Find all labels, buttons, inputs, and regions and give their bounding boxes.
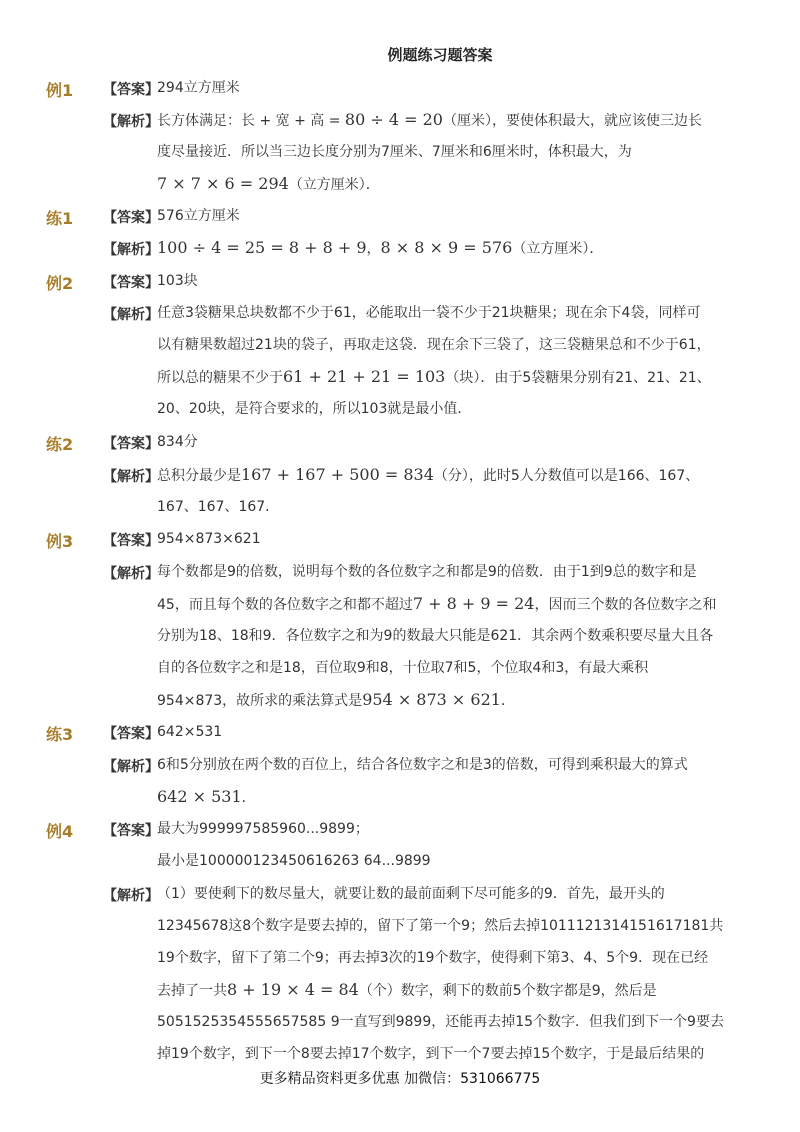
answer-tag: 【答案】 — [103, 210, 159, 226]
practice-1-answer: 576立方厘米 — [157, 208, 240, 224]
example-4-answer-line-1: 最大为999997585960...9899； — [157, 821, 369, 837]
practice-2-label: 练2 — [46, 435, 74, 454]
example-4-analysis-line-1: （1）要使剩下的数尽量大，就要让数的最前面剩下尽可能多的9．首先，最开头的 — [157, 886, 665, 902]
example-4-analysis-line-6: 掉19个数字，到下一个8要去掉17个数字，到下一个7要去掉15个数字，于是最后结果的 — [157, 1046, 705, 1062]
answer-tag: 【答案】 — [103, 436, 159, 452]
practice-3-answer: 642×531 — [157, 724, 223, 740]
example-2-analysis-line-2: 以有糖果数超过21块的袋子，再取走这袋．现在余下三袋了，这三袋糖果总和不少于61， — [157, 337, 711, 353]
example-3-analysis-line-1: 每个数都是9的倍数，说明每个数的各位数字之和都是9的倍数．由于1到9总的数字和是 — [157, 564, 697, 580]
example-3-analysis-line-3: 分别为18、18和9．各位数字之和为9的数最大只能是621．其余两个数乘积要尽量大且各 — [157, 628, 714, 644]
analysis-tag: 【解析】 — [103, 114, 159, 130]
analysis-tag: 【解析】 — [103, 759, 159, 775]
analysis-tag: 【解析】 — [103, 242, 159, 258]
example-3-answer: 954×873×621 — [157, 531, 261, 547]
example-2-analysis-line-3: 所以总的糖果不少于61 + 21 + 21 = 103（块）．由于5袋糖果分别有21、21、21、 — [157, 367, 711, 386]
example-1-analysis-line-2: 度尽量接近．所以当三边长度分别为7厘米、7厘米和6厘米时，体积最大，为 — [157, 144, 632, 160]
example-4-analysis-line-3: 19个数字，留下了第二个9；再去掉3次的19个数字，使得剩下第3、4、5个9．现在已经 — [157, 950, 709, 966]
example-1-answer: 294立方厘米 — [157, 80, 240, 96]
example-2-label: 例2 — [46, 274, 74, 293]
answer-tag: 【答案】 — [103, 533, 159, 549]
example-2-answer: 103块 — [157, 273, 198, 289]
example-3-analysis-line-2: 45，而且每个数的各位数字之和都不超过7 + 8 + 9 = 24，因而三个数的各位数字之和 — [157, 594, 717, 613]
example-2-analysis-line-4: 20、20块，是符合要求的，所以103就是最小值． — [157, 401, 472, 417]
example-1-analysis-line-1: 长方体满足：长 + 宽 + 高 = 80 ÷ 4 = 20（厘米），要使体积最大，就应该使三边长 — [157, 110, 702, 129]
example-1-label: 例1 — [46, 81, 74, 100]
example-2-analysis-line-1: 任意3袋糖果总块数都不少于61，必能取出一袋不少于21块糖果；现在余下4袋，同样可 — [157, 305, 701, 321]
answer-tag: 【答案】 — [103, 726, 159, 742]
example-3-analysis-line-4: 自的各位数字之和是18，百位取9和8，十位取7和5，个位取4和3，有最大乘积 — [157, 660, 649, 676]
answer-tag: 【答案】 — [103, 275, 159, 291]
example-4-analysis-line-4: 去掉了一共8 + 19 × 4 = 84（个）数字，剩下的数前5个数字都是9，然后是 — [157, 980, 657, 999]
example-4-analysis-line-5: 5051525354555657585 9一直写到9899，还能再去掉15个数字．但我们到下一个9要去 — [157, 1014, 724, 1030]
example-4-answer-line-2: 最小是100000123450616263 64...9899 — [157, 853, 431, 869]
example-4-label: 例4 — [46, 822, 74, 841]
practice-1-label: 练1 — [46, 209, 74, 228]
practice-2-analysis-line-1: 总积分最少是167 + 167 + 500 = 834（分），此时5人分数值可以是166、167、 — [157, 465, 700, 484]
answer-tag: 【答案】 — [103, 823, 159, 839]
practice-3-label: 练3 — [46, 725, 74, 744]
practice-1-analysis-line-1: 100 ÷ 4 = 25 = 8 + 8 + 9，8 × 8 × 9 = 576（立方厘米）． — [157, 238, 604, 257]
analysis-tag: 【解析】 — [103, 469, 159, 485]
page-title: 例题练习题答案 — [387, 46, 493, 64]
practice-3-analysis-line-2: 642 × 531． — [157, 787, 256, 806]
example-3-analysis-line-5: 954×873，故所求的乘法算式是954 × 873 × 621． — [157, 690, 515, 709]
analysis-tag: 【解析】 — [103, 888, 159, 904]
practice-3-analysis-line-1: 6和5分别放在两个数的百位上，结合各位数字之和是3的倍数，可得到乘积最大的算式 — [157, 757, 688, 773]
practice-2-answer: 834分 — [157, 434, 198, 450]
practice-2-analysis-line-2: 167、167、167． — [157, 499, 280, 515]
example-4-analysis-line-2: 12345678这8个数字是要去掉的，留下了第一个9；然后去掉1011121314151617181共 — [157, 918, 724, 934]
analysis-tag: 【解析】 — [103, 566, 159, 582]
example-1-analysis-line-3: 7 × 7 × 6 = 294（立方厘米）． — [157, 174, 380, 193]
answer-tag: 【答案】 — [103, 82, 159, 98]
example-3-label: 例3 — [46, 532, 74, 551]
analysis-tag: 【解析】 — [103, 307, 159, 323]
footer-promo: 更多精品资料更多优惠 加微信：531066775 — [259, 1071, 541, 1087]
